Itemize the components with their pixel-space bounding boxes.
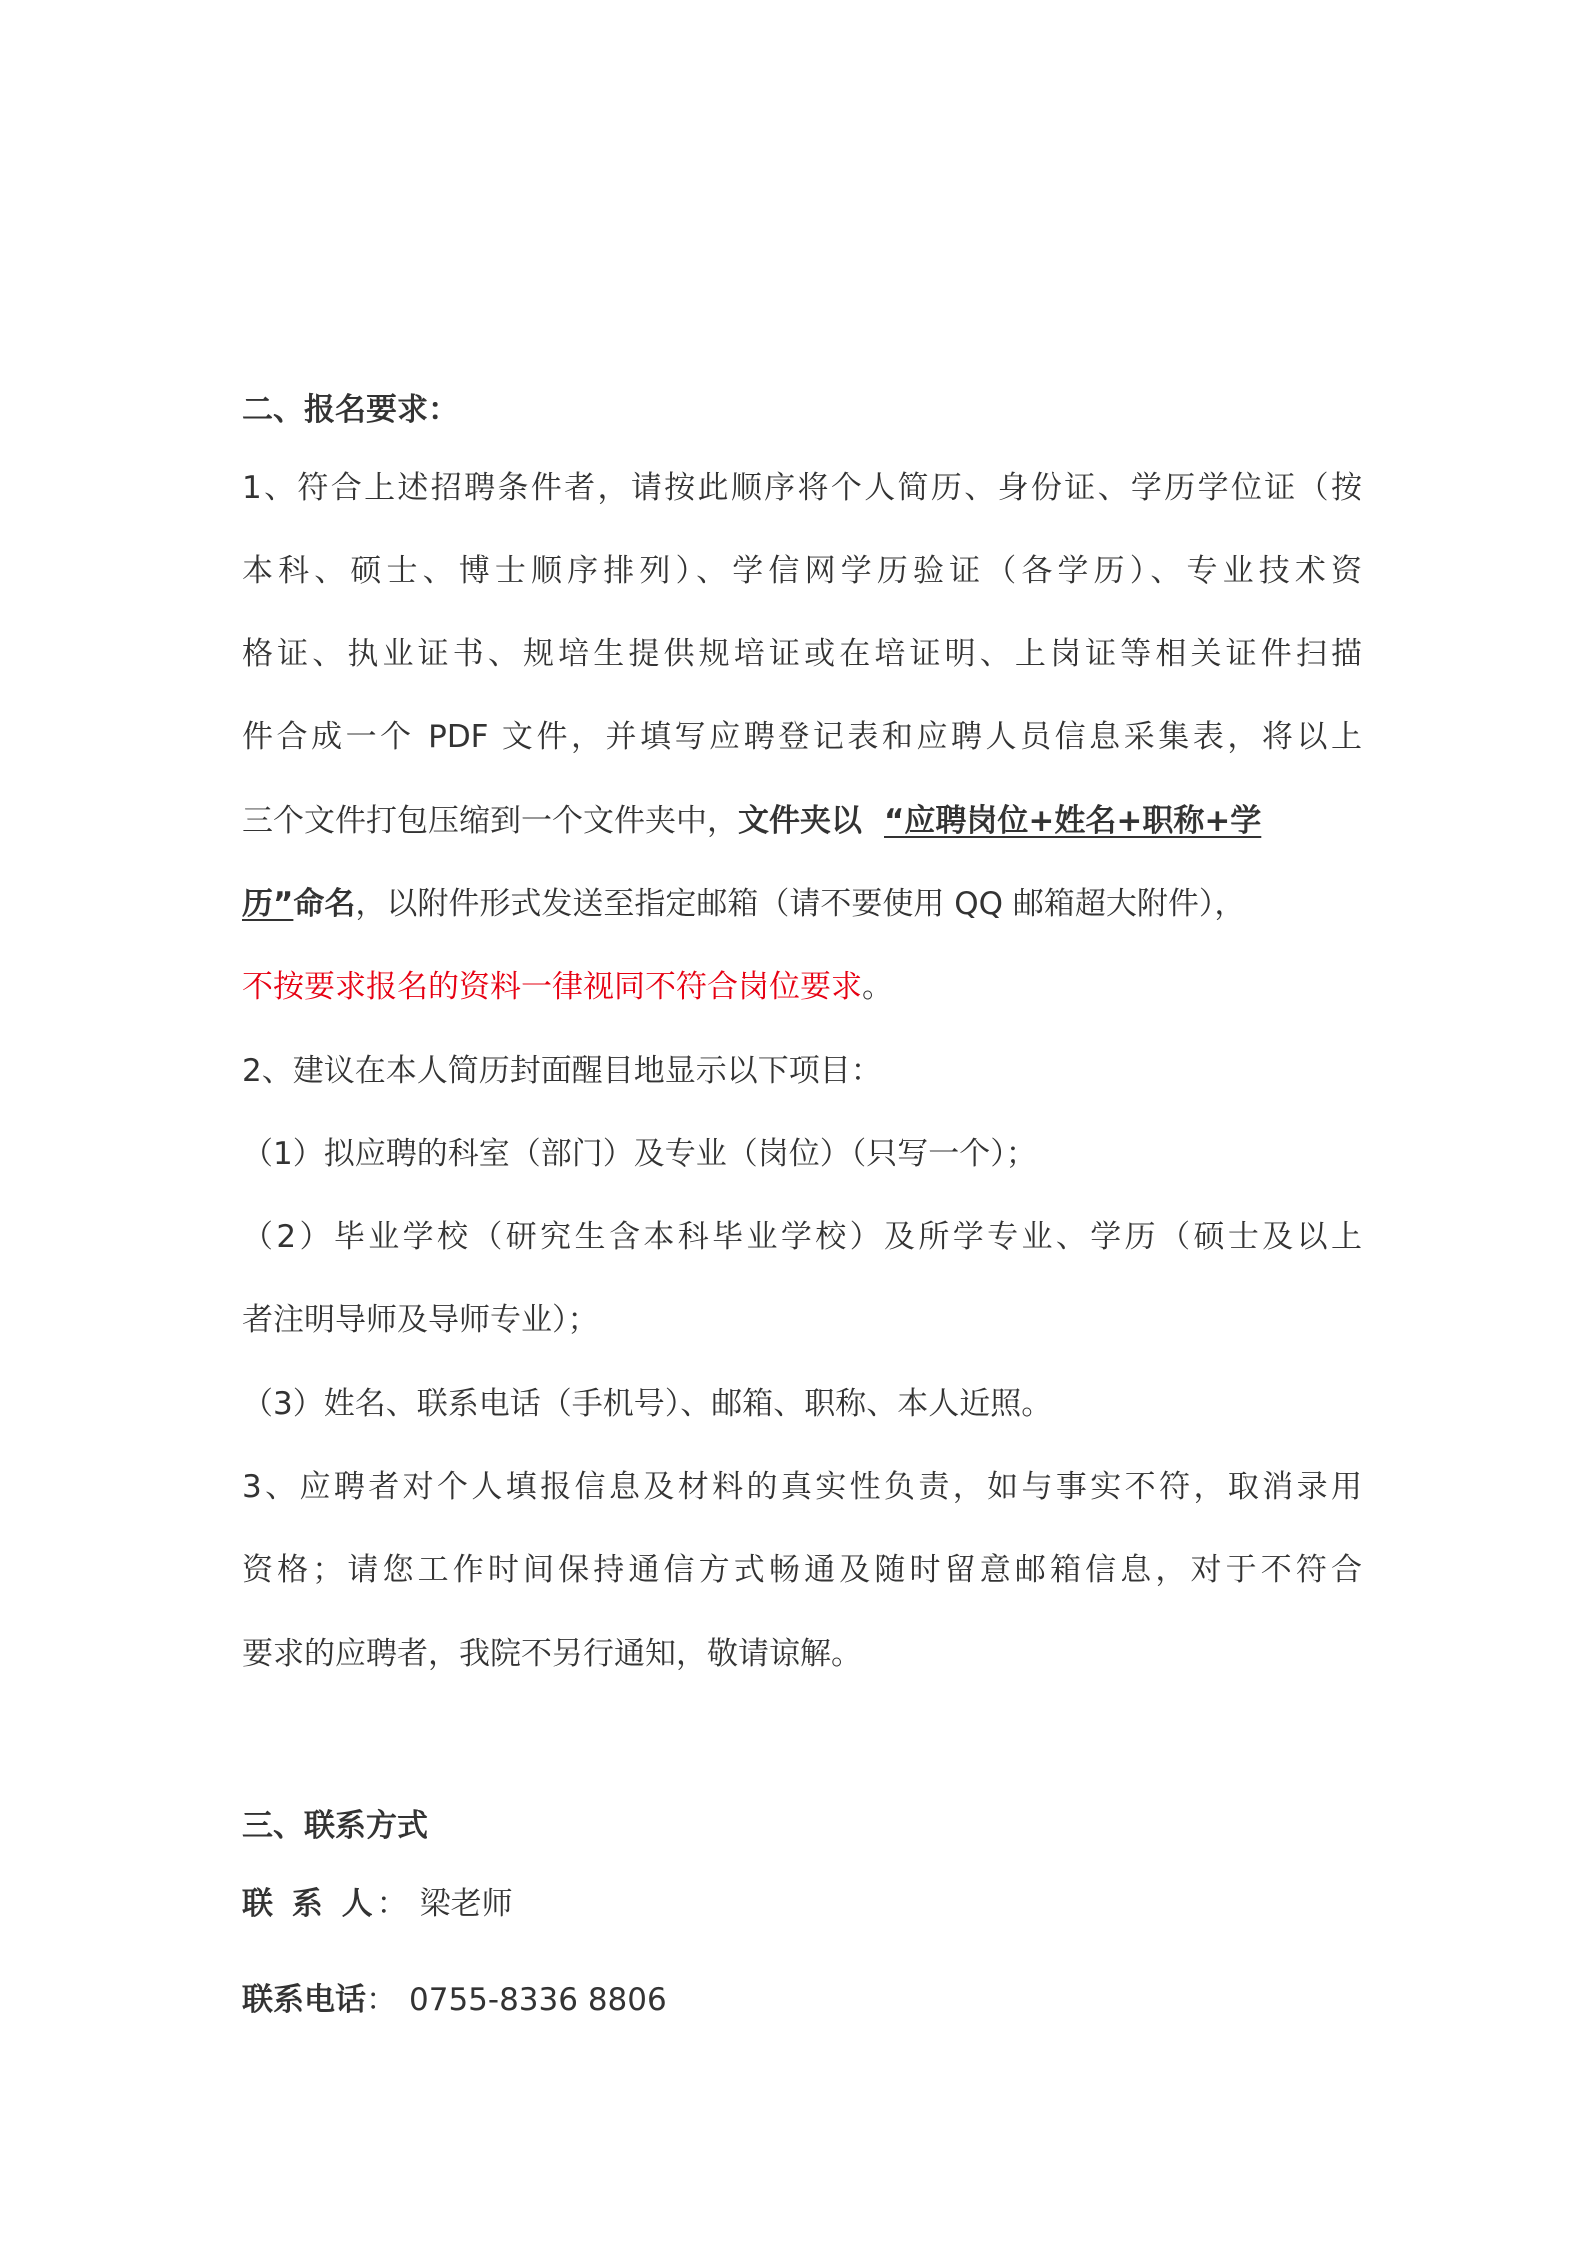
paragraph-line: 1、符合上述招聘条件者，请按此顺序将个人简历、身份证、学历学位证（按 bbox=[242, 470, 1362, 506]
bold-text: 文件夹以 bbox=[738, 803, 862, 839]
folder-naming-rule-end: 历” bbox=[242, 886, 294, 922]
paragraph-line: （3）姓名、联系电话（手机号）、邮箱、职称、本人近照。 bbox=[242, 1386, 1053, 1422]
phone-value: 0755-8336 8806 bbox=[409, 1982, 667, 2018]
paragraph-line: （2）毕业学校（研究生含本科毕业学校）及所学专业、学历（硕士及以上 bbox=[242, 1219, 1362, 1255]
paragraph-line: 者注明导师及导师专业）； bbox=[242, 1302, 599, 1338]
paragraph-line: 2、建议在本人简历封面醒目地显示以下项目： bbox=[242, 1053, 882, 1089]
contact-person-row bbox=[242, 1884, 513, 1924]
paragraph-line: 格证、执业证书、规培生提供规培证或在培证明、上岗证等相关证件扫描 bbox=[242, 636, 1362, 672]
folder-naming-rule: “应聘岗位+姓名+职称+学 bbox=[884, 803, 1262, 839]
paragraph-line: （1）拟应聘的科室（部门）及专业（岗位）（只写一个）； bbox=[242, 1136, 1037, 1172]
warning-text: 不按要求报名的资料一律视同不符合岗位要求 bbox=[242, 969, 862, 1005]
paragraph-line bbox=[242, 967, 893, 1007]
paragraph-line: 件合成一个 PDF 文件，并填写应聘登记表和应聘人员信息采集表，将以上 bbox=[242, 719, 1362, 755]
paragraph-line: 本科、硕士、博士顺序排列）、学信网学历验证（各学历）、专业技术资 bbox=[242, 553, 1362, 589]
paragraph-line: 资格；请您工作时间保持通信方式畅通及随时留意邮箱信息，对于不符合 bbox=[242, 1552, 1362, 1588]
phone-label: 联系电话 bbox=[242, 1982, 366, 2018]
section-heading-requirements: 二、报名要求： bbox=[242, 392, 459, 428]
separator: ： bbox=[366, 1982, 397, 2018]
plain-text: 。 bbox=[862, 969, 893, 1005]
bold-text: 命名 bbox=[293, 886, 356, 922]
contact-person-label: 联 系 人 bbox=[242, 1886, 377, 1922]
separator: ： bbox=[376, 1886, 408, 1922]
plain-text: ，以附件形式发送至指定邮箱（请不要使用 QQ 邮箱超大附件）， bbox=[355, 886, 1246, 922]
paragraph-line bbox=[242, 801, 1261, 841]
contact-phone-row bbox=[242, 1980, 667, 2020]
paragraph-line bbox=[242, 884, 1245, 924]
paragraph-line: 3、应聘者对个人填报信息及材料的真实性负责，如与事实不符，取消录用 bbox=[242, 1469, 1362, 1505]
section-heading-contact: 三、联系方式 bbox=[242, 1808, 428, 1844]
contact-person-value: 梁老师 bbox=[419, 1886, 513, 1922]
paragraph-line: 要求的应聘者，我院不另行通知，敬请谅解。 bbox=[242, 1636, 862, 1672]
plain-text: 三个文件打包压缩到一个文件夹中， bbox=[242, 803, 738, 839]
